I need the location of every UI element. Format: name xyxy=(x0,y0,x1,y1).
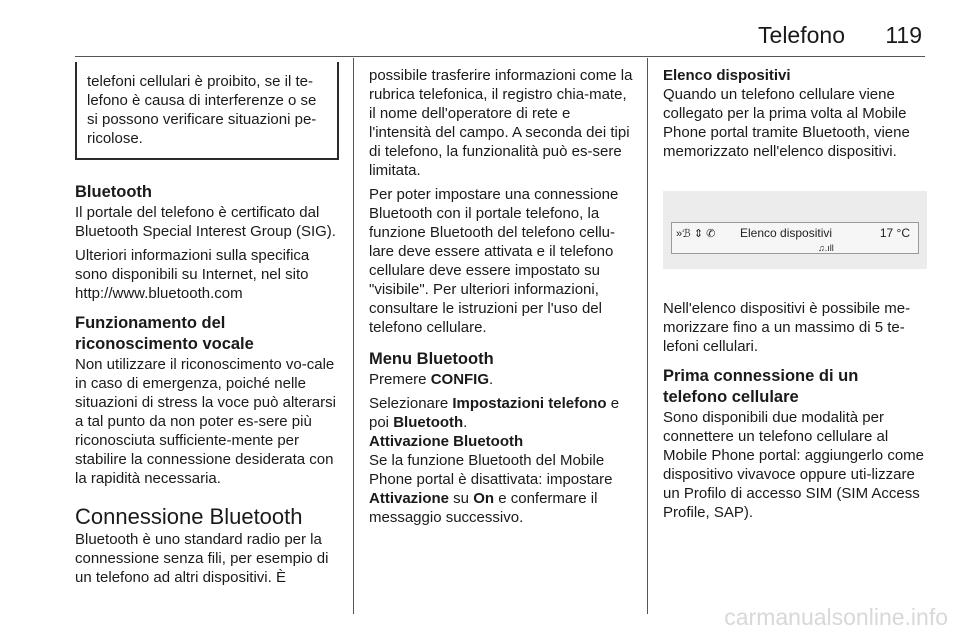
bluetooth-setup-paragraph: Per poter impostare una connessione Bluetooth con il portale telefono, la funzione Bluetooth del telefono cellu-lare deve essere attivata e il telefono cellulare deve essere impostato su "visibile". Per ulteriori informazioni, consultare le istruzioni per l'uso del telefono cellulare. xyxy=(369,186,619,336)
device-list-heading: Elenco dispositivi xyxy=(663,67,791,84)
page-number: 119 xyxy=(885,22,922,48)
voice-recognition-heading: Funzionamento del riconoscimento vocale xyxy=(75,314,254,353)
press-config-instruction: Premere CONFIG. xyxy=(369,371,494,388)
first-connection-paragraph: Sono disponibili due modalità per connettere un telefono cellulare al Mobile Phone portal: aggiungerlo come dispositivo vivavoce oppure uti-lizzare un Profilo di accesso SIM (SIM Access Profile, SAP). xyxy=(663,409,924,521)
bluetooth-heading: Bluetooth xyxy=(75,183,152,201)
voice-recognition-paragraph: Non utilizzare il riconoscimento vo-cale in caso di emergenza, poiché nelle situazioni di stress la voce può alterarsi a tal punto da non poter es-sere più riconosciuta sufficiente-mente per stabilire la connessione desiderata con la rapidità necessaria. xyxy=(75,356,336,487)
page-section-title: Telefono xyxy=(758,22,845,48)
column-divider-1 xyxy=(353,58,354,614)
select-settings-instruction: Selezionare Impostazioni telefono e poi Bluetooth. xyxy=(369,395,620,431)
bluetooth-menu-heading: Menu Bluetooth xyxy=(369,350,494,368)
display-status-bar xyxy=(671,222,919,254)
display-title: Elenco dispositivi xyxy=(740,226,833,240)
device-limit-paragraph: Nell'elenco dispositivi è possibile me-morizzare fino a un massimo di 5 te-lefoni cellulari. xyxy=(663,300,911,355)
header-divider xyxy=(75,56,925,57)
bluetooth-activation-heading: Attivazione Bluetooth xyxy=(369,433,524,450)
bluetooth-paragraph-1: Il portale del telefono è certificato dal Bluetooth Special Interest Group (SIG). xyxy=(75,204,336,240)
watermark: carmanualsonline.info xyxy=(724,604,948,630)
config-keyword: CONFIG xyxy=(430,371,490,388)
device-list-paragraph: Quando un telefono cellulare viene collegato per la prima volta al Mobile Phone portal tramite Bluetooth, viene memorizzato nell'elenco dispositivi. xyxy=(663,86,910,160)
column-right xyxy=(663,58,927,522)
page-header xyxy=(0,0,960,60)
bluetooth-phone-icon: »ℬ ⇕ ✆ xyxy=(676,228,716,240)
column-left xyxy=(75,58,339,587)
bluetooth-paragraph-2: Ulteriori informazioni sulla specifica sono disponibili su Internet, nel sito http://www.bluetooth.com xyxy=(75,247,310,302)
column-middle xyxy=(369,58,633,527)
bluetooth-info-paragraph: possibile trasferire informazioni come la rubrica telefonica, il registro chia-mate, il nome dell'operatore di rete e l'intensità del campo. A seconda dei tipi di telefono, la funzionalità può es-sere limitata. xyxy=(369,67,633,179)
signal-strength-icon: ♫.ıll xyxy=(818,243,834,253)
notice-box xyxy=(75,62,339,160)
column-divider-2 xyxy=(647,58,648,614)
display-screenshot xyxy=(663,191,927,269)
display-temperature: 17 °C xyxy=(879,226,910,240)
bluetooth-connection-heading: Connessione Bluetooth xyxy=(75,504,303,529)
bluetooth-activation-paragraph: Se la funzione Bluetooth del Mobile Phone portal è disattivata: impostare Attivazione su On e confermare il messaggio successivo. xyxy=(369,452,613,526)
notice-text: telefoni cellulari è proibito, se il te-lefono è causa di interferenze o se si possono verificare situazioni pe-ricolose. xyxy=(87,73,317,147)
first-connection-heading: Prima connessione di un telefono cellulare xyxy=(663,367,859,406)
bluetooth-connection-paragraph: Bluetooth è uno standard radio per la connessione senza fili, per esempio di un telefono ad altri dispositivi. È xyxy=(75,531,329,586)
